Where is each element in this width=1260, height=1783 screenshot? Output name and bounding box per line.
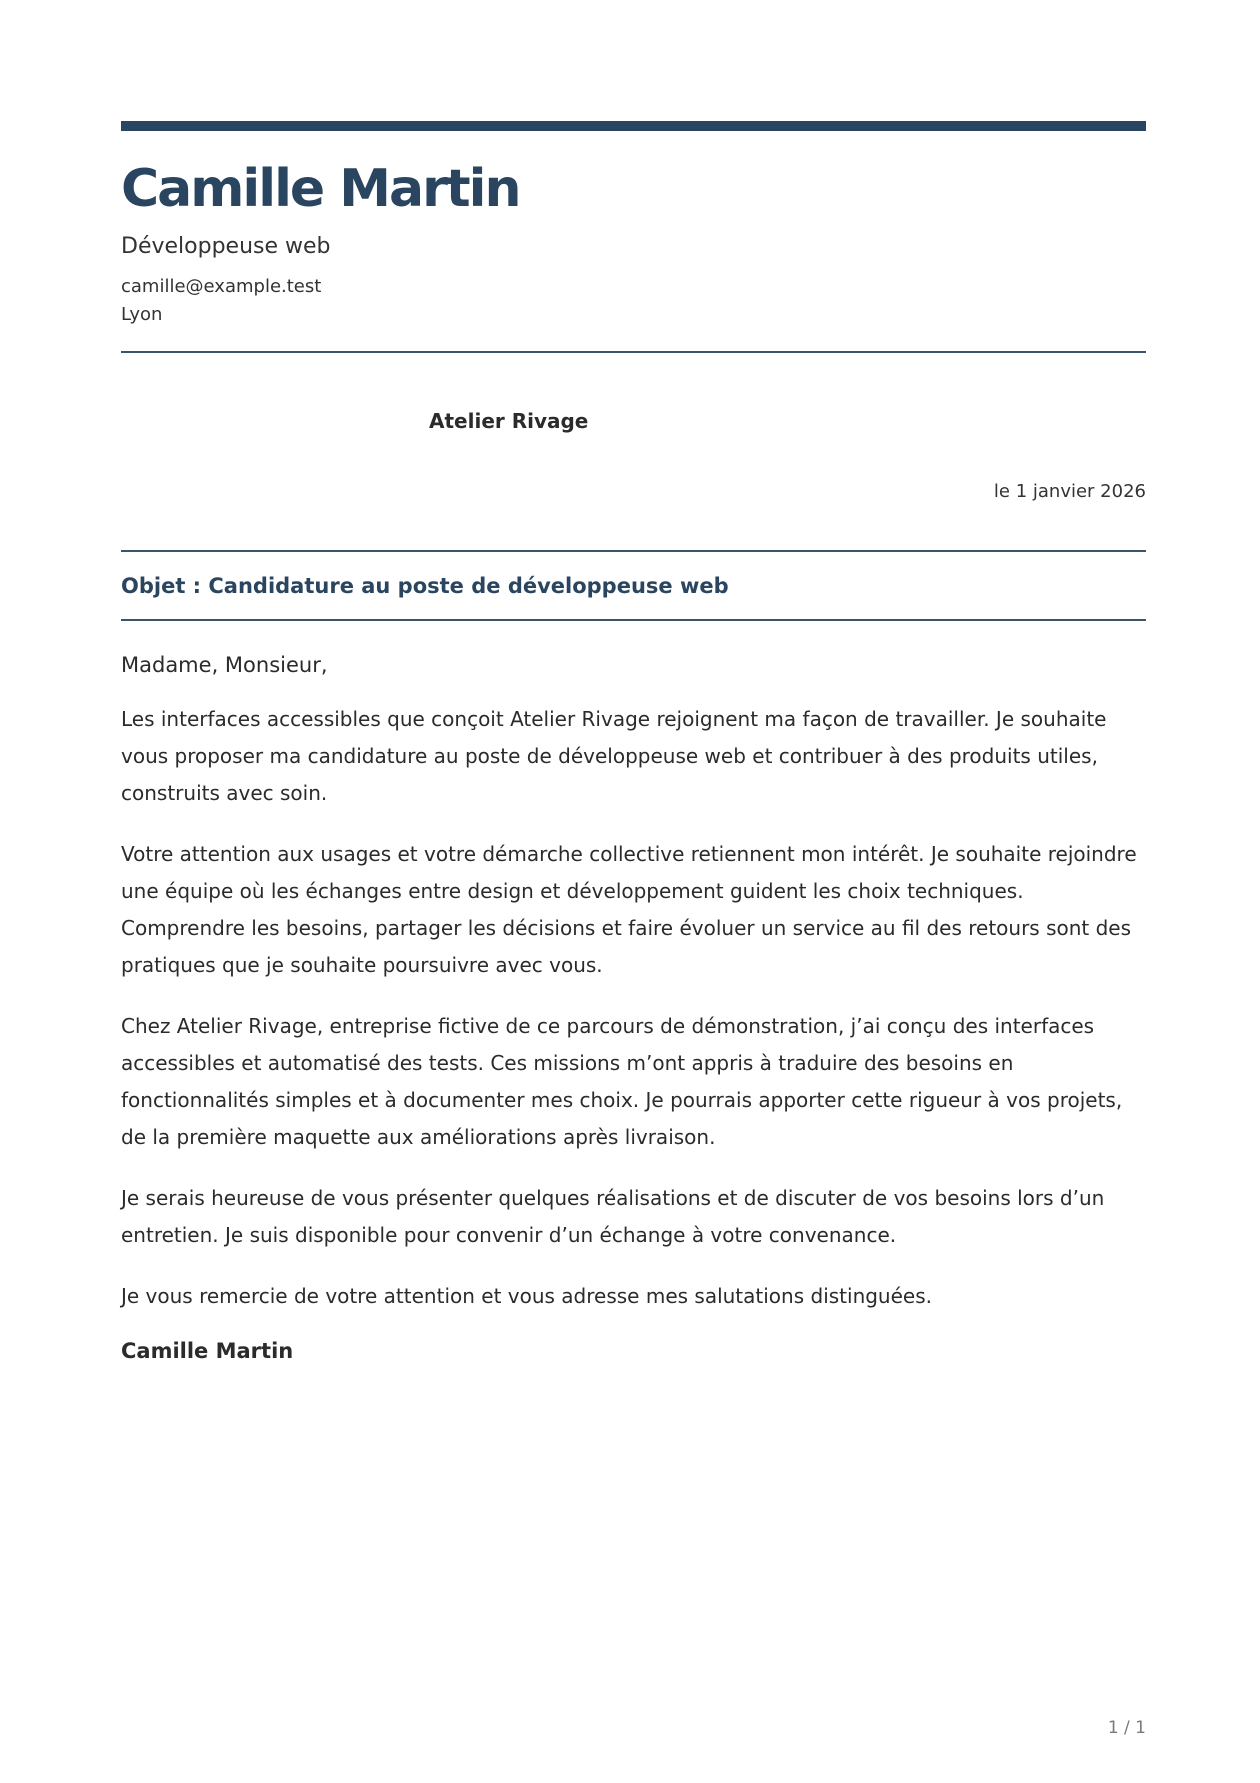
letter-page [121,121,1146,1363]
letter-paragraph: Votre attention aux usages et votre démarche collective retiennent mon intérêt. Je souhaite rejoindre une équipe où les échanges entre design et développement guident les choix techniques. Comprendre les besoins, partager les décisions et faire évoluer un service au fil des retours sont des pratiques que je souhaite poursuivre avec vous. [121,842,1137,978]
sender-job-title: Développeuse web [121,234,331,260]
page-number: 1 / 1 [1107,1718,1146,1738]
header-accent-bar [121,121,1146,131]
letter-paragraph: Chez Atelier Rivage, entreprise fictive de ce parcours de démonstration, j’ai conçu des interfaces accessibles et automatisé des tests. Ces missions m’ont appris à traduire des besoins en fonctionnalités simples et à documenter mes choix. Je pourrais apporter cette rigueur à vos projets, de la première maquette aux améliorations après livraison. [121,1014,1123,1150]
letter-subject: Objet : Candidature au poste de développeuse web [121,574,729,599]
subject-divider-bottom [121,619,1146,621]
sender-name: Camille Martin [121,159,520,219]
sender-email: camille@example.test [121,276,322,298]
letter-date: le 1 janvier 2026 [993,481,1146,503]
header-divider [121,351,1146,353]
recipient-company: Atelier Rivage [429,409,589,434]
letter-salutation: Madame, Monsieur, [121,653,328,678]
letter-paragraph: Je serais heureuse de vous présenter quelques réalisations et de discuter de vos besoins lors d’un entretien. Je suis disponible pour convenir d’un échange à votre convenance. [121,1186,1105,1248]
sender-city: Lyon [121,304,163,326]
letter-closing: Je vous remercie de votre attention et vous adresse mes salutations distinguées. [121,1284,932,1309]
letter-paragraph: Les interfaces accessibles que conçoit Atelier Rivage rejoignent ma façon de travailler. Je souhaite vous proposer ma candidature au poste de développeuse web et contribuer à des produits utiles, construits avec soin. [121,707,1107,806]
sender-contact [121,273,1146,329]
letter-signature: Camille Martin [121,1339,294,1364]
